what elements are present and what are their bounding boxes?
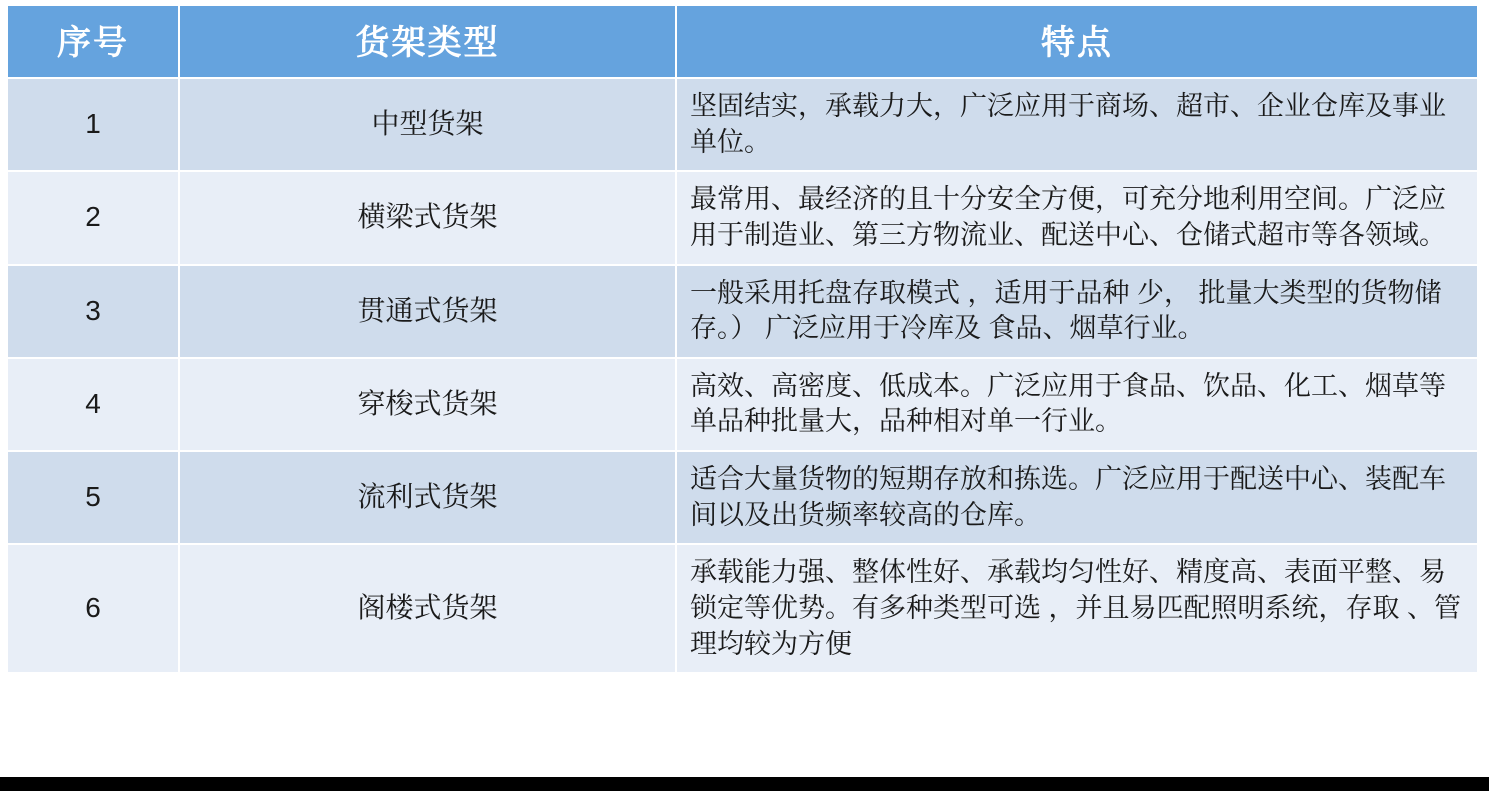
cell-feature: 最常用、最经济的且十分安全方便，可充分地利用空间。广泛应用于制造业、第三方物流业、配送中心、仓储式超市等各领域。 xyxy=(676,171,1478,264)
cell-feature: 一般采用托盘存取模式 ，适用于品种 少， 批量大类型的货物储存。） 广泛应用于冷库及 食品、烟草行业。 xyxy=(676,265,1478,358)
cell-index: 5 xyxy=(7,451,179,544)
cell-index: 6 xyxy=(7,544,179,673)
bottom-black-bar xyxy=(0,777,1489,791)
table-row xyxy=(7,265,1478,358)
table-row xyxy=(7,358,1478,451)
cell-index: 4 xyxy=(7,358,179,451)
cell-index: 2 xyxy=(7,171,179,264)
cell-feature: 坚固结实，承载力大，广泛应用于商场、超市、企业仓库及事业单位。 xyxy=(676,78,1478,171)
cell-index: 1 xyxy=(7,78,179,171)
table-body xyxy=(7,78,1478,673)
table-header-row xyxy=(7,5,1478,78)
table-row xyxy=(7,451,1478,544)
cell-type: 中型货架 xyxy=(179,78,676,171)
cell-type: 贯通式货架 xyxy=(179,265,676,358)
shelf-type-table xyxy=(6,4,1479,674)
document-page xyxy=(0,4,1489,791)
cell-index: 3 xyxy=(7,265,179,358)
column-header-index: 序号 xyxy=(7,5,179,78)
table-row xyxy=(7,544,1478,673)
cell-type: 穿梭式货架 xyxy=(179,358,676,451)
cell-feature: 适合大量货物的短期存放和拣选。广泛应用于配送中心、装配车间以及出货频率较高的仓库。 xyxy=(676,451,1478,544)
table-header xyxy=(7,5,1478,78)
cell-feature: 承载能力强、整体性好、承载均匀性好、精度高、表面平整、易锁定等优势。有多种类型可选 ，并且易匹配照明系统，存取 、管理均较为方便 xyxy=(676,544,1478,673)
cell-type: 横梁式货架 xyxy=(179,171,676,264)
table-row xyxy=(7,171,1478,264)
left-margin-bar xyxy=(0,4,5,791)
cell-type: 阁楼式货架 xyxy=(179,544,676,673)
cell-feature: 高效、高密度、低成本。广泛应用于食品、饮品、化工、烟草等单品种批量大，品种相对单一行业。 xyxy=(676,358,1478,451)
column-header-feature: 特点 xyxy=(676,5,1478,78)
cell-type: 流利式货架 xyxy=(179,451,676,544)
table-row xyxy=(7,78,1478,171)
column-header-type: 货架类型 xyxy=(179,5,676,78)
